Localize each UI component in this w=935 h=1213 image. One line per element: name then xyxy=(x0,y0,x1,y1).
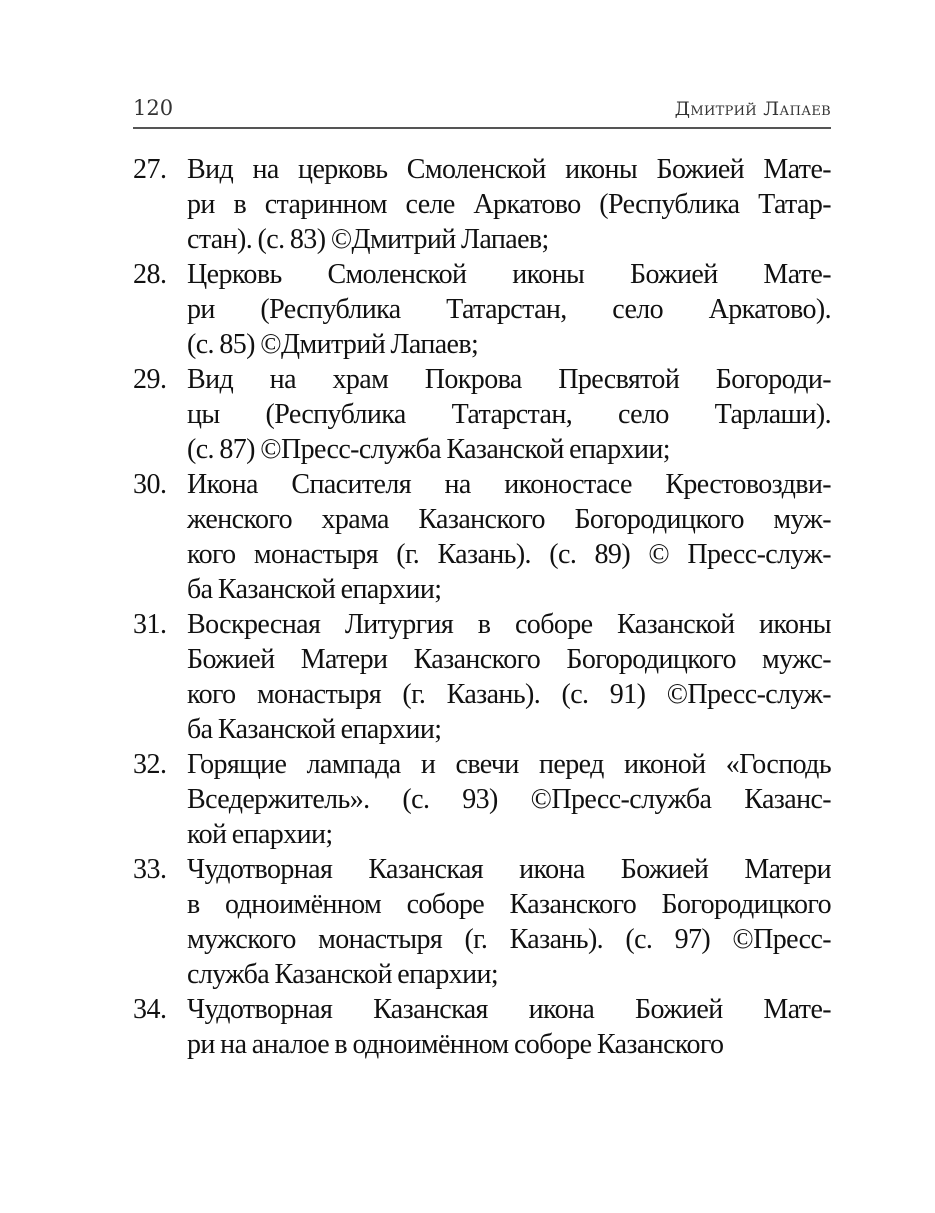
list-item xyxy=(133,362,831,467)
text-line: Икона Спасителя на иконостасе Крестовоздви- xyxy=(187,469,831,500)
list-item xyxy=(133,152,831,257)
item-number: 31. xyxy=(133,609,167,640)
text-line: ба Казанской епархии; xyxy=(187,574,442,605)
item-text xyxy=(187,467,831,607)
text-line: ба Казанской епархии; xyxy=(187,714,442,745)
text-line: (с. 85) ©Дмитрий Лапаев; xyxy=(187,329,479,360)
item-text xyxy=(187,257,831,362)
text-line: служба Казанской епархии; xyxy=(187,959,499,990)
text-line: кого монастыря (г. Казань). (с. 91) ©Пресс-служ- xyxy=(187,679,831,710)
page-number: 120 xyxy=(133,96,174,120)
text-line: кого монастыря (г. Казань). (с. 89) © Пресс-служ- xyxy=(187,539,831,570)
text-line: Воскресная Литургия в соборе Казанской иконы xyxy=(187,609,831,640)
item-number: 34. xyxy=(133,994,167,1025)
text-line: Божией Матери Казанского Богородицкого мужс- xyxy=(187,644,831,675)
item-number: 33. xyxy=(133,854,167,885)
item-number: 28. xyxy=(133,259,167,290)
list-item xyxy=(133,747,831,852)
text-line: Чудотворная Казанская икона Божией Матери xyxy=(187,854,831,885)
item-number: 32. xyxy=(133,749,167,780)
text-line: Церковь Смоленской иконы Божией Мате- xyxy=(187,259,831,290)
running-header xyxy=(133,96,831,126)
header-rule xyxy=(133,127,831,129)
list-item xyxy=(133,257,831,362)
text-line: Горящие лампада и свечи перед иконой «Господь xyxy=(187,749,831,780)
text-line: ри в старинном селе Аркатово (Республика Татар- xyxy=(187,189,831,220)
text-line: цы (Республика Татарстан, село Тарлаши). xyxy=(187,399,831,430)
item-text xyxy=(187,747,831,852)
list-item xyxy=(133,852,831,992)
list-item xyxy=(133,992,831,1062)
text-line: в одноимённом соборе Казанского Богородицкого xyxy=(187,889,831,920)
item-text xyxy=(187,607,831,747)
list-item xyxy=(133,607,831,747)
text-line: (с. 87) ©Пресс-служба Казанской епархии; xyxy=(187,434,670,465)
illustration-credits-list xyxy=(133,152,831,1062)
author-name: Дмитрий Лапаев xyxy=(674,98,831,120)
text-line: стан). (с. 83) ©Дмитрий Лапаев; xyxy=(187,224,549,255)
item-number: 29. xyxy=(133,364,167,395)
text-line: ри на аналое в одноимённом соборе Казанского xyxy=(187,1029,724,1060)
text-line: ри (Республика Татарстан, село Аркатово). xyxy=(187,294,831,325)
list-item xyxy=(133,467,831,607)
text-line: Вид на храм Покрова Пресвятой Богороди- xyxy=(187,364,831,395)
item-number: 27. xyxy=(133,154,167,185)
text-line: Вседержитель». (с. 93) ©Пресс-служба Казанс- xyxy=(187,784,831,815)
text-line: Чудотворная Казанская икона Божией Мате- xyxy=(187,994,831,1025)
item-text xyxy=(187,362,831,467)
item-text xyxy=(187,852,831,992)
text-line: Вид на церковь Смоленской иконы Божией Мате- xyxy=(187,154,831,185)
text-line: женского храма Казанского Богородицкого муж- xyxy=(187,504,831,535)
item-text xyxy=(187,152,831,257)
item-number: 30. xyxy=(133,469,167,500)
item-text xyxy=(187,992,831,1062)
text-line: мужского монастыря (г. Казань). (с. 97) ©Пресс- xyxy=(187,924,831,955)
text-line: кой епархии; xyxy=(187,819,333,850)
